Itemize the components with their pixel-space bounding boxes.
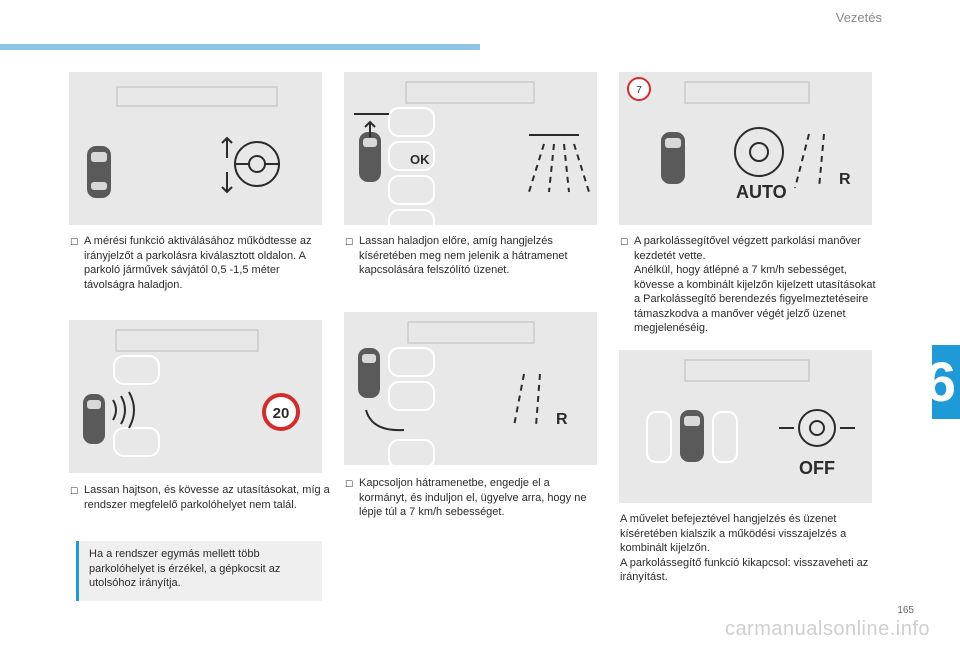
header-accent-bar (0, 44, 480, 50)
figure-forward (344, 72, 597, 225)
car-icon (359, 132, 381, 182)
reverse-path-arrow-icon (366, 410, 404, 430)
checkbox-bullet-icon: ☐ (345, 237, 354, 247)
instruction-activate: ☐ A mérési funkció aktiválásához működtesse az irányjelzőt a parkolásra kiválasztott oldalon. A parkoló járművek sávjától 0,5 -1,5 méter távolságra haladjon. (70, 235, 312, 291)
dashboard-display-outline (116, 330, 258, 351)
parked-cars-outline (389, 348, 434, 465)
indicator-stalk-icon (222, 138, 279, 192)
note-box: Ha a rendszer egymás mellett több parkolóhelyet is érzékel, a gépkocsit az utolsóhoz irányítja. (76, 541, 322, 601)
reverse-label: R (839, 171, 851, 188)
checkbox-bullet-icon: ☐ (70, 486, 79, 496)
watermark: carmanualsonline.info (724, 618, 930, 640)
ok-label: OK (410, 152, 430, 167)
auto-label: AUTO (736, 182, 787, 202)
reverse-gauge-icon (514, 374, 540, 426)
car-icon (87, 146, 111, 198)
off-label: OFF (799, 458, 835, 478)
dashboard-display-outline (408, 322, 534, 343)
steering-wheel-icon (779, 410, 855, 446)
instruction-reverse: ☐ Kapcsoljon hátramenetbe, engedje el a kormányt, és induljon el, ügyelve arra, hogy ne lépje túl a 7 km/h sebességet. (345, 477, 587, 518)
car-icon (661, 132, 685, 184)
car-icon (680, 410, 704, 462)
instruction-manoeuvre: ☐ A parkolássegítővel végzett parkolási manőver kezdetét vette. Anélkül, hogy átlépné a 7 km/h sebességet, kövesse a kombinált kijelzőn kijelzett utasításokat a Parkolássegítő berendezés figyelmeztetéseire támaszkodva a manőver végét jelző üzenet megjelenéséig. (620, 235, 876, 334)
figure-finish (619, 350, 872, 503)
instruction-finish: A művelet befejeztével hangjelzés és üzenet kíséretében kialszik a működési visszajelzés a kombinált kijelzőn. A parkolássegítő funkció kikapcsol: visszaveheti az irányítást. (620, 513, 869, 583)
figure-reverse (344, 312, 597, 465)
dashboard-display-outline (685, 82, 809, 103)
steering-wheel-icon (735, 128, 783, 176)
car-icon (358, 348, 380, 398)
parked-cars-outline (114, 356, 159, 456)
instruction-search: ☐ Lassan hajtson, és kövesse az utasításokat, míg a rendszer megfelelő parkolóhelyet nem talál. (70, 484, 330, 511)
reverse-gauge-icon (795, 134, 824, 188)
dashboard-display-outline (117, 87, 277, 106)
instruction-forward: ☐ Lassan haladjon előre, amíg hangjelzés kíséretében meg nem jelenik a hátramenet kapcsolására felszólító üzenet. (345, 235, 568, 276)
section-title: Vezetés (835, 10, 882, 25)
figure-activate (69, 72, 322, 225)
sensor-waves-icon (113, 392, 134, 428)
checkbox-bullet-icon: ☐ (620, 237, 629, 247)
figure-search (69, 320, 322, 473)
chapter-number: 6 (924, 350, 956, 413)
dashboard-display-outline (685, 360, 809, 381)
car-icon (83, 394, 105, 444)
speed-limit-label: 20 (272, 405, 290, 422)
parking-gauge-icon (529, 135, 589, 192)
page-number: 165 (897, 605, 914, 616)
reverse-label: R (556, 411, 568, 428)
dashboard-display-outline (406, 82, 534, 103)
checkbox-bullet-icon: ☐ (345, 479, 354, 489)
figure-manoeuvre (619, 72, 872, 225)
checkbox-bullet-icon: ☐ (70, 237, 79, 247)
step-badge-label: 7 (636, 85, 642, 96)
